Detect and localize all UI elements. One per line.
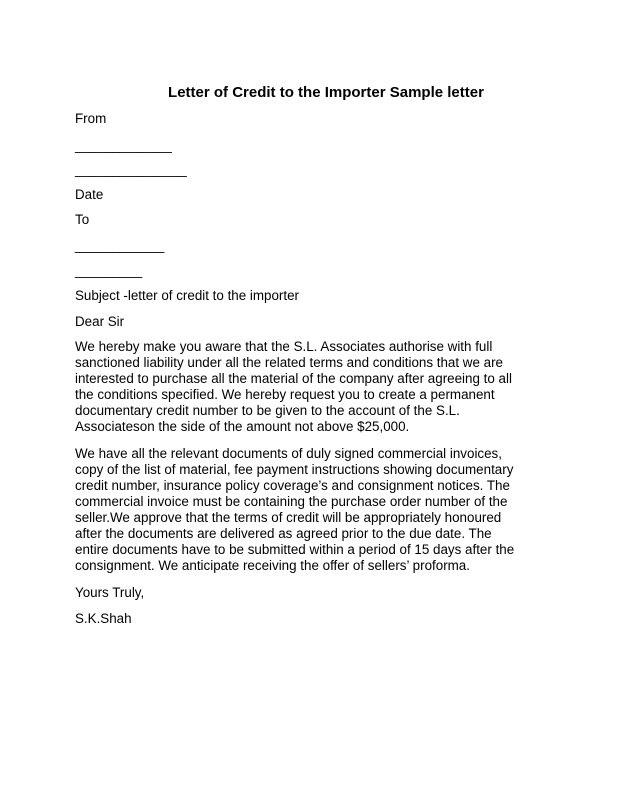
paragraph-2-line: seller.We approve that the terms of credit will be appropriately honoured	[75, 510, 502, 525]
letter-title: Letter of Credit to the Importer Sample letter	[168, 84, 484, 101]
paragraph-1-line: sanctioned liability under all the related terms and conditions that we are	[75, 355, 504, 370]
paragraph-2-line: credit number, insurance policy coverage’s and consignment notices. The	[75, 478, 510, 493]
to-blank-line-2: _________	[75, 263, 143, 278]
from-label: From	[75, 111, 107, 126]
subject-line: Subject -letter of credit to the importer	[75, 288, 300, 303]
signature-name: S.K.Shah	[75, 611, 132, 626]
paragraph-2-line: entire documents have to be submitted within a period of 15 days after the	[75, 542, 515, 557]
paragraph-1-line: interested to purchase all the material of the company after agreeing to all	[75, 371, 512, 386]
body-paragraph-1	[75, 339, 565, 435]
paragraph-2-line: after the documents are delivered as agreed prior to the due date. The	[75, 526, 492, 541]
paragraph-2-line: copy of the list of material, fee payment instructions showing documentary	[75, 462, 514, 477]
salutation: Dear Sir	[75, 314, 125, 329]
body-paragraph-2	[75, 446, 565, 574]
to-blank-line-1: ____________	[75, 238, 165, 253]
from-blank-line-1: _____________	[75, 138, 172, 153]
paragraph-2-line: commercial invoice must be containing the purchase order number of the	[75, 494, 508, 509]
to-label: To	[75, 212, 90, 227]
paragraph-1-line: Associateson the side of the amount not above $25,000.	[75, 419, 410, 434]
paragraph-1-line: the conditions specified. We hereby request you to create a permanent	[75, 387, 495, 402]
date-label: Date	[75, 187, 104, 202]
paragraph-2-line: We have all the relevant documents of duly signed commercial invoices,	[75, 446, 502, 461]
from-blank-line-2: _______________	[75, 162, 187, 177]
closing: Yours Truly,	[75, 585, 145, 600]
paragraph-1-line: We hereby make you aware that the S.L. Associates authorise with full	[75, 339, 493, 354]
paragraph-1-line: documentary credit number to be given to the account of the S.L.	[75, 403, 460, 418]
paragraph-2-line: consignment. We anticipate receiving the offer of sellers’ proforma.	[75, 558, 470, 573]
